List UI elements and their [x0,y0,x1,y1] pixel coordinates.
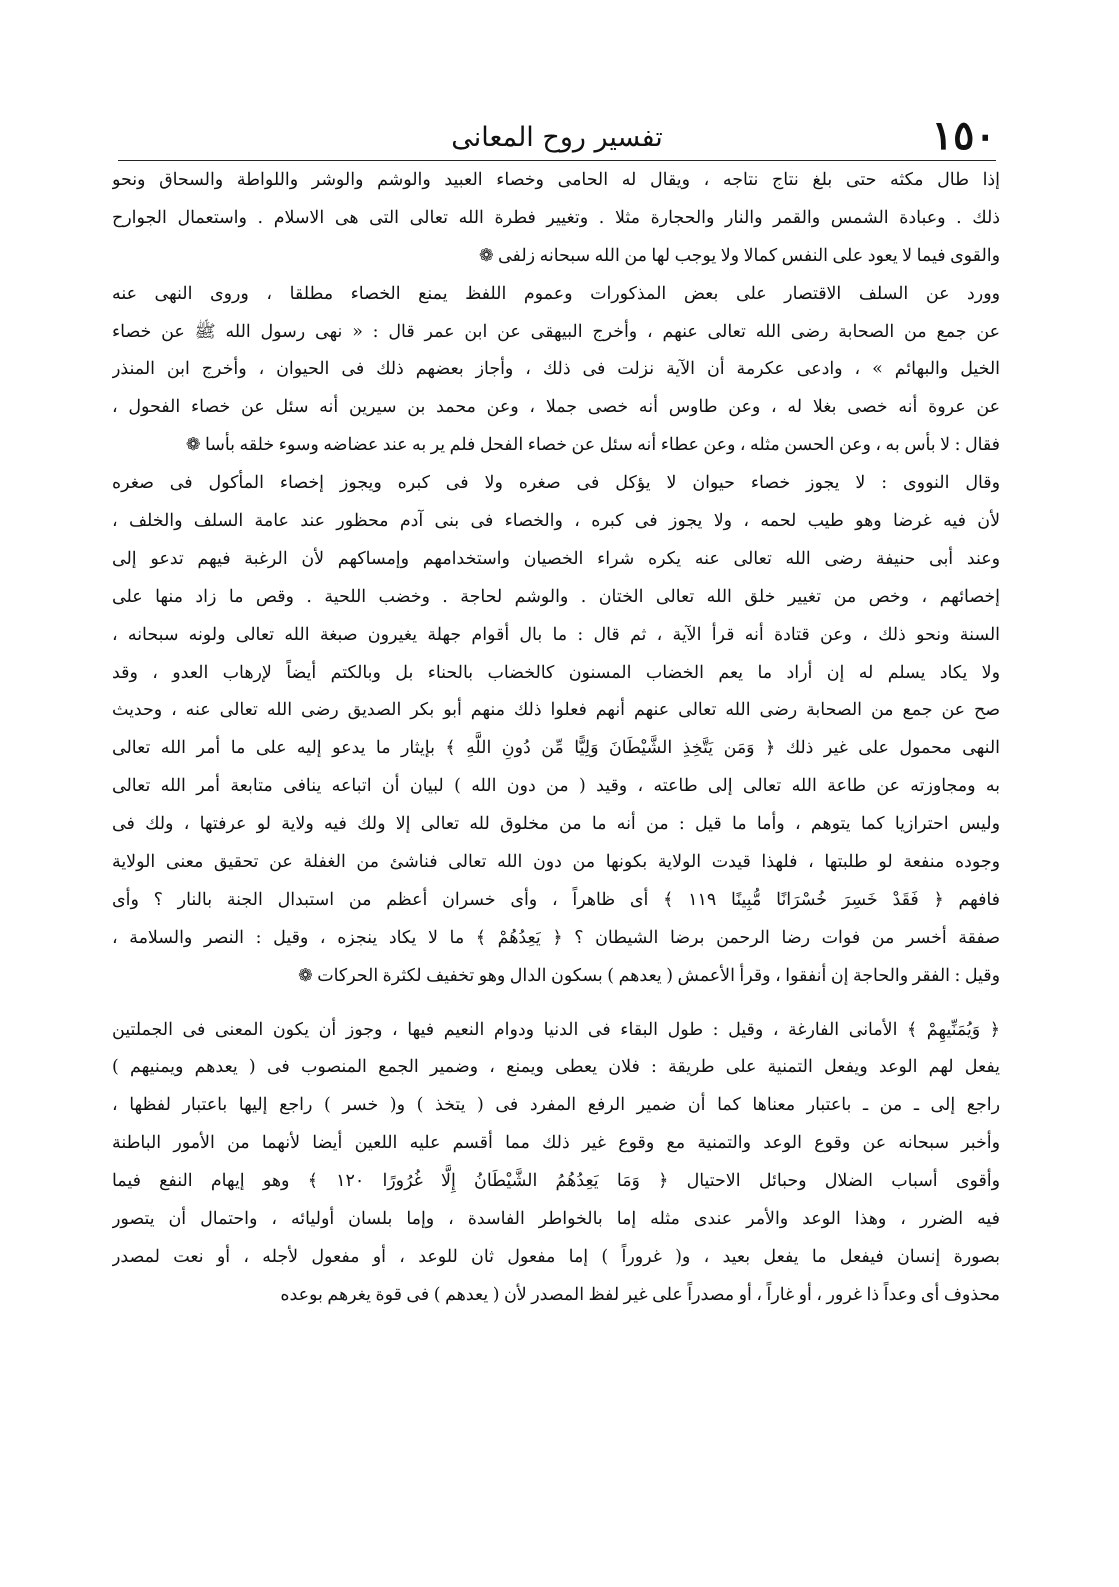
section-gap [112,996,1000,1012]
text-line: والقوى فيما لا يعود على النفس كمالا ولا يوجب لها من الله سبحانه زلفى ❁ [478,245,1000,266]
text-line: ذلك . وعبادة الشمس والقمر والنار والحجارة مثلا . وتغيير فطرة الله تعالى التى هى الاسلام . واستعمال الجوارح [112,207,1000,228]
text-line: محذوف أى وعداً ذا غرور ، أو غاراً ، أو مصدراً على غير لفظ المصدر لأن ( يعدهم ) فى قوة يغرهم بوعده [280,1284,1000,1305]
text-line: به ومجاوزته عن طاعة الله تعالى إلى طاعته ، وقيد ( من دون الله ) لبيان أن اتباعه ينافى متابعة أمر الله تعالى [112,776,1000,797]
page-number: ١٥٠ [931,112,996,159]
text-line: عن عروة أنه خصى بغلا له ، وعن طاوس أنه خصى جملا ، وعن محمد بن سيرين أنه سئل عن خصاء الفحول ، [112,397,1000,418]
text-line: راجع إلى ـ من ـ باعتبار معناها كما أن ضمير الرفع المفرد فى ( يتخذ ) و( خسر ) راجع إليها باعتبار لفظها ، [112,1095,1000,1116]
text-line: صفقة أخسر من فوات رضا الرحمن برضا الشيطان ؟ ﴿ يَعِدُهُمْ ﴾ ما لا يكاد ينجزه ، وقيل : النصر والسلامة ، [112,927,1000,948]
text-line: إذا طال مكثه حتى بلغ نتاج نتاجه ، ويقال له الحامى وخصاء العبيد والوشم والوشر واللواطة والسحاق ونحو [112,170,1000,190]
text-line: وليس احترازيا كما يتوهم ، وأما ما قيل : من أنه ما من مخلوق لله تعالى إلا ولك فيه ولاية لو عرفتها ، ولك فى [112,814,1000,835]
text-line: فيه الضرر ، وهذا الوعد والأمر عندى مثله إما بالخواطر الفاسدة ، وإما بلسان أوليائه ، واحتمال أن يتصور [112,1209,1000,1230]
text-line: وقيل : الفقر والحاجة إن أنفقوا ، وقرأ الأعمش ( يعدهم ) بسكون الدال وهو تخفيف لكثرة الحركات ❁ [298,965,1000,986]
page-header [118,112,996,161]
text-line: ولا يكاد يسلم له إن أراد ما يعم الخضاب المسنون كالخضاب بالحناء بل وبالكتم أيضاً لإرهاب العدو ، وقد [112,662,1000,683]
text-line: ﴿ وَيُمَنِّيهِمْ ﴾ الأمانى الفارغة ، وقيل : طول البقاء فى الدنيا ودوام النعيم فيها ، وجوز أن يكون المعنى فى الجملتين [112,1019,1000,1040]
text-line: النهى محمول على غير ذلك ﴿ وَمَن يَتَّخِذِ الشَّيْطَانَ وَلِيًّا مِّن دُونِ اللَّهِ ﴾ بإيثار ما يدعو إليه على ما أمر الله تعالى [112,738,1000,759]
text-line: فقال : لا بأس به ، وعن الحسن مثله ، وعن عطاء أنه سئل عن خصاء الفحل فلم ير به عند عضاضه وسوء خلقه بأسا ❁ [185,435,1000,456]
text-line: صح عن جمع من الصحابة رضى الله تعالى عنهم أنهم فعلوا ذلك منهم أبو بكر الصديق رضى الله تعالى عنه ، وحديث [112,700,1000,721]
text-line: وقال النووى : لا يجوز خصاء حيوان لا يؤكل فى صغره ولا فى كبره ويجوز إخصاء المأكول فى صغره [112,473,1000,494]
text-line: فافهم ﴿ فَقَدْ خَسِرَ خُسْرَانًا مُّبِينًا ١١٩ ﴾ أى ظاهراً ، وأى خسران أعظم من استبدال الجنة بالنار ؟ وأى [112,889,1000,910]
body-text [112,162,1000,1315]
text-line: وعند أبى حنيفة رضى الله تعالى عنه يكره شراء الخصيان واستخدامهم وإمساكهم لأن الرغبة فيهم تدعو إلى [112,548,1000,569]
text-line: يفعل لهم الوعد ويفعل التمنية على طريقة : فلان يعطى ويمنع ، وضمير الجمع المنصوب فى ( يعدهم ويمنيهم ) [112,1057,1000,1078]
text-line: الخيل والبهائم » ، وادعى عكرمة أن الآية نزلت فى ذلك ، وأجاز بعضهم ذلك فى الحيوان ، وأخرج ابن المنذر [112,359,1000,380]
text-line: بصورة إنسان فيفعل ما يفعل بعيد ، و( غروراً ) إما مفعول ثان للوعد ، أو مفعول لأجله ، أو نعت لمصدر [112,1246,1000,1267]
text-line: وأخبر سبحانه عن وقوع الوعد والتمنية مع وقوع غير ذلك مما أقسم عليه اللعين أيضا لأنهما من الأمور الباطنة [112,1133,1000,1154]
text-line: وورد عن السلف الاقتصار على بعض المذكورات وعموم اللفظ يمنع الخصاء مطلقا ، وروى النهى عنه [112,283,1000,304]
text-line: السنة ونحو ذلك ، وعن قتادة أنه قرأ الآية ، ثم قال : ما بال أقوام جهلة يغيرون صبغة الله تعالى ولونه سبحانه ، [112,624,1000,645]
text-line: لأن فيه غرضا وهو طيب لحمه ، ولا يجوز فى كبره ، والخصاء فى بنى آدم محظور عند عامة السلف والخلف ، [112,511,1000,532]
running-title: تفسير روح المعانى [451,122,663,153]
text-line: عن جمع من الصحابة رضى الله تعالى عنهم ، وأخرج البيهقى عن ابن عمر قال : « نهى رسول الله ﷺ عن خصاء [112,321,1000,342]
text-line: وأقوى أسباب الضلال وحبائل الاحتيال ﴿ وَمَا يَعِدُهُمُ الشَّيْطَانُ إِلَّا غُرُورًا ١٢٠ ﴾ وهو إيهام النفع فيما [112,1171,1000,1192]
text-line: إخصائهم ، وخص من تغيير خلق الله تعالى الختان . والوشم لحاجة . وخضب اللحية . وقص ما زاد منها على [112,586,1000,607]
text-line: وجوده منفعة لو طلبتها ، فلهذا قيدت الولاية بكونها من دون الله تعالى فناشئ من الغفلة عن تحقيق معنى الولاية [112,852,1000,873]
